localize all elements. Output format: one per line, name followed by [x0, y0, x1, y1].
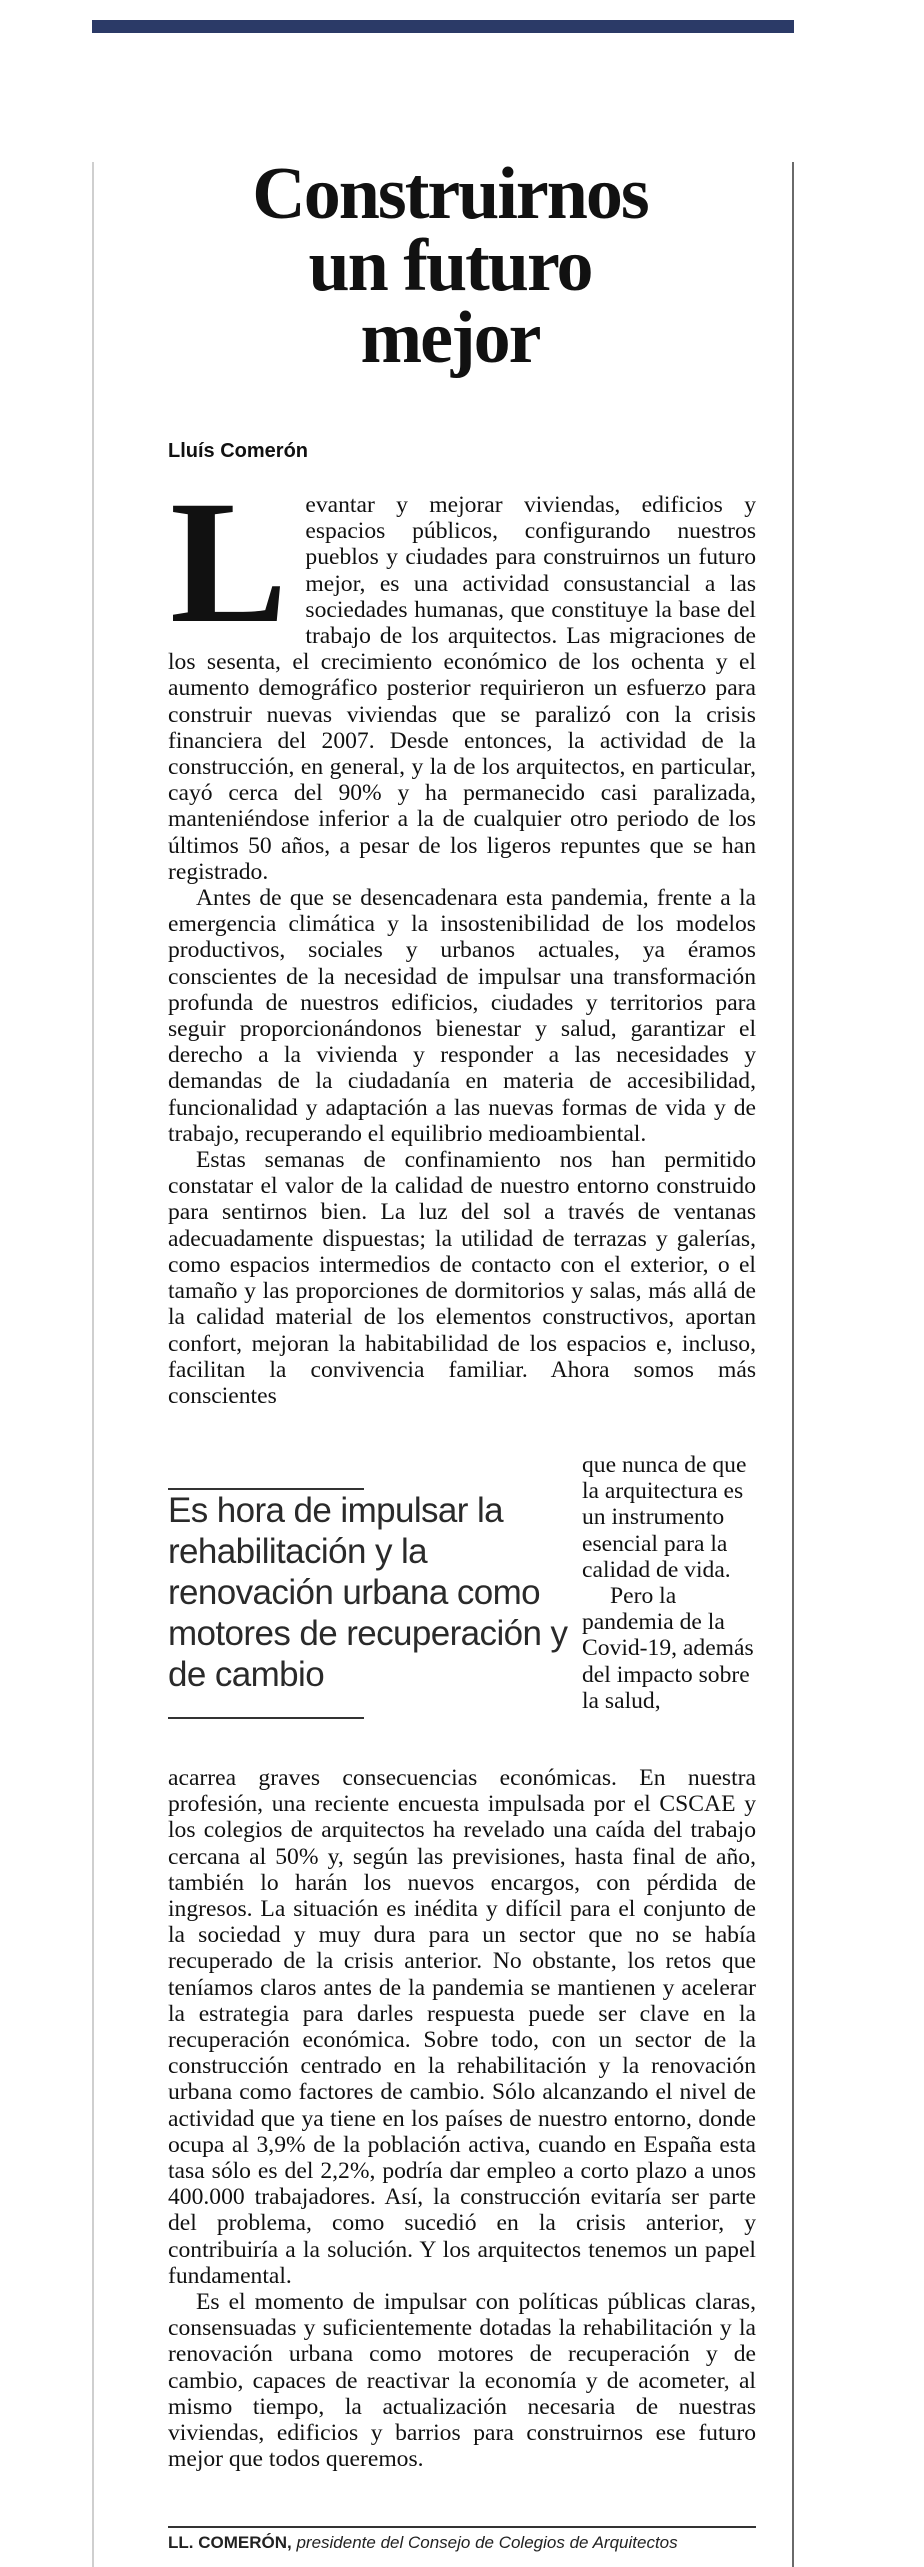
paragraph-2: Antes de que se desencadenara esta pandemia, frente a la emergencia climática y la insostenibilidad de los modelos productivos, sociales y urbanos actuales, ya éramos conscientes de la necesidad de impulsar una transformación profunda de nuestros edificios, ciudades y territorios para seguir proporcionándonos bienestar y salud, garantizar el derecho a la vivienda y responder a las necesidades y demandas de la ciudadanía en materia de accesibilidad, funcionalidad y adaptación a las nuevas formas de vida y de trabajo, recuperando el equilibrio medioambiental.: [168, 885, 756, 1147]
body-column-a: [168, 465, 756, 1409]
paragraph-4-continued: acarrea graves consecuencias económicas. En nuestra profesión, una reciente encuesta impulsada por el CSCAE y los colegios de arquitectos ha revelado una caída del trabajo cercana al 50% y, según las previsiones, hasta final de año, también lo harán los nuevos encargos, con pérdida de ingresos. La situación es inédita y difícil para el conjunto de la sociedad y muy dura para un sector que no se había recuperado de la crisis anterior. No obstante, los retos que teníamos claros antes de la pandemia se mantienen y acelerar la estrategia para darles respuesta puede ser clave en la recuperación económica. Sobre todo, con un sector de la construcción centrado en la rehabilitación y la renovación urbana como factores de cambio. Sólo alcanzando el nivel de actividad que ya tiene en los países de nuestro entorno, donde ocupa al 3,9% de la población activa, cuando en España esta tasa sólo es del 2,2%, podría dar empleo a corto plazo a unos 400.000 trabajadores. Así, la construcción evitaría ser parte del problema, como sucedió en la crisis anterior, y contribuiría a la solución. Y los arquitectos tenemos un papel fundamental.: [168, 1765, 756, 2289]
top-accent-bar: [92, 20, 794, 33]
pull-quote: Es hora de impulsar la rehabilitación y la renovación urbana como motores de recuperación y de cambio: [168, 1491, 568, 1694]
headline: Construirnos un futuro mejor: [252, 153, 648, 379]
paragraph-3: Estas semanas de confinamiento nos han permitido constatar el valor de la calidad de nuestro entorno construido para sentirnos bien. La luz del sol a través de ventanas adecuadamente dispuestas; la utilidad de terrazas y galerías, como espacios intermedios de contacto con el exterior, o el tamaño y las proporciones de dormitorios y salas, más allá de la calidad material de los elementos constructivos, aportan confort, mejoran la habitabilidad de los espacios e, incluso, facilitan la convivencia familiar. Ahora somos más conscientes: [168, 1147, 756, 1409]
paragraph-4: Pero la pandemia de la Covid-19, además del impacto sobre la salud,: [582, 1583, 754, 1714]
column-rule-right: [792, 162, 794, 2567]
footer-author-role: presidente del Consejo de Colegios de Arquitectos: [296, 2533, 678, 2552]
paragraph-3-continued: que nunca de que la arquitectura es un instrumento esencial para la calidad de vida.: [582, 1452, 747, 1583]
body-column-c: [168, 1765, 756, 2472]
footer-author-name: LL. COMERÓN,: [168, 2533, 292, 2552]
author-footer: [168, 2533, 768, 2553]
paragraph-5: Es el momento de impulsar con políticas públicas claras, consensuadas y suficientemente dotadas la rehabilitación y la renovación urbana como motores de recuperación y de cambio, capaces de reactivar la economía y de acometer, al mismo tiempo, la actualización necesaria de nuestras viviendas, edificios y barrios para construirnos ese futuro mejor que todos queremos.: [168, 2289, 756, 2473]
footer-rule: [168, 2526, 756, 2528]
body-column-b: [582, 1452, 756, 1714]
drop-cap: L: [170, 465, 288, 660]
byline: Lluís Comerón: [168, 440, 309, 462]
pull-quote-rule-bottom: [168, 1717, 364, 1719]
column-rule-left: [92, 162, 94, 2567]
paragraph-1: Levantar y mejorar viviendas, edificios y espacios públicos, configurando nuestros pueblos y ciudades para construirnos un futuro mejor, es una actividad consustancial a las sociedades humanas, que constituye la base del trabajo de los arquitectos. Las migraciones de los sesenta, el crecimiento económico de los ochenta y el aumento demográfico posterior requirieron un esfuerzo para construir nuevas viviendas que se paralizó con la crisis financiera del 2007. Desde entonces, la actividad de la construcción, en general, y la de los arquitectos, en particular, cayó cerca del 90% y ha permanecido casi paralizada, manteniéndose inferior a la de cualquier otro periodo de los últimos 50 años, a pesar de los ligeros repuntes que se han registrado.: [168, 465, 756, 885]
